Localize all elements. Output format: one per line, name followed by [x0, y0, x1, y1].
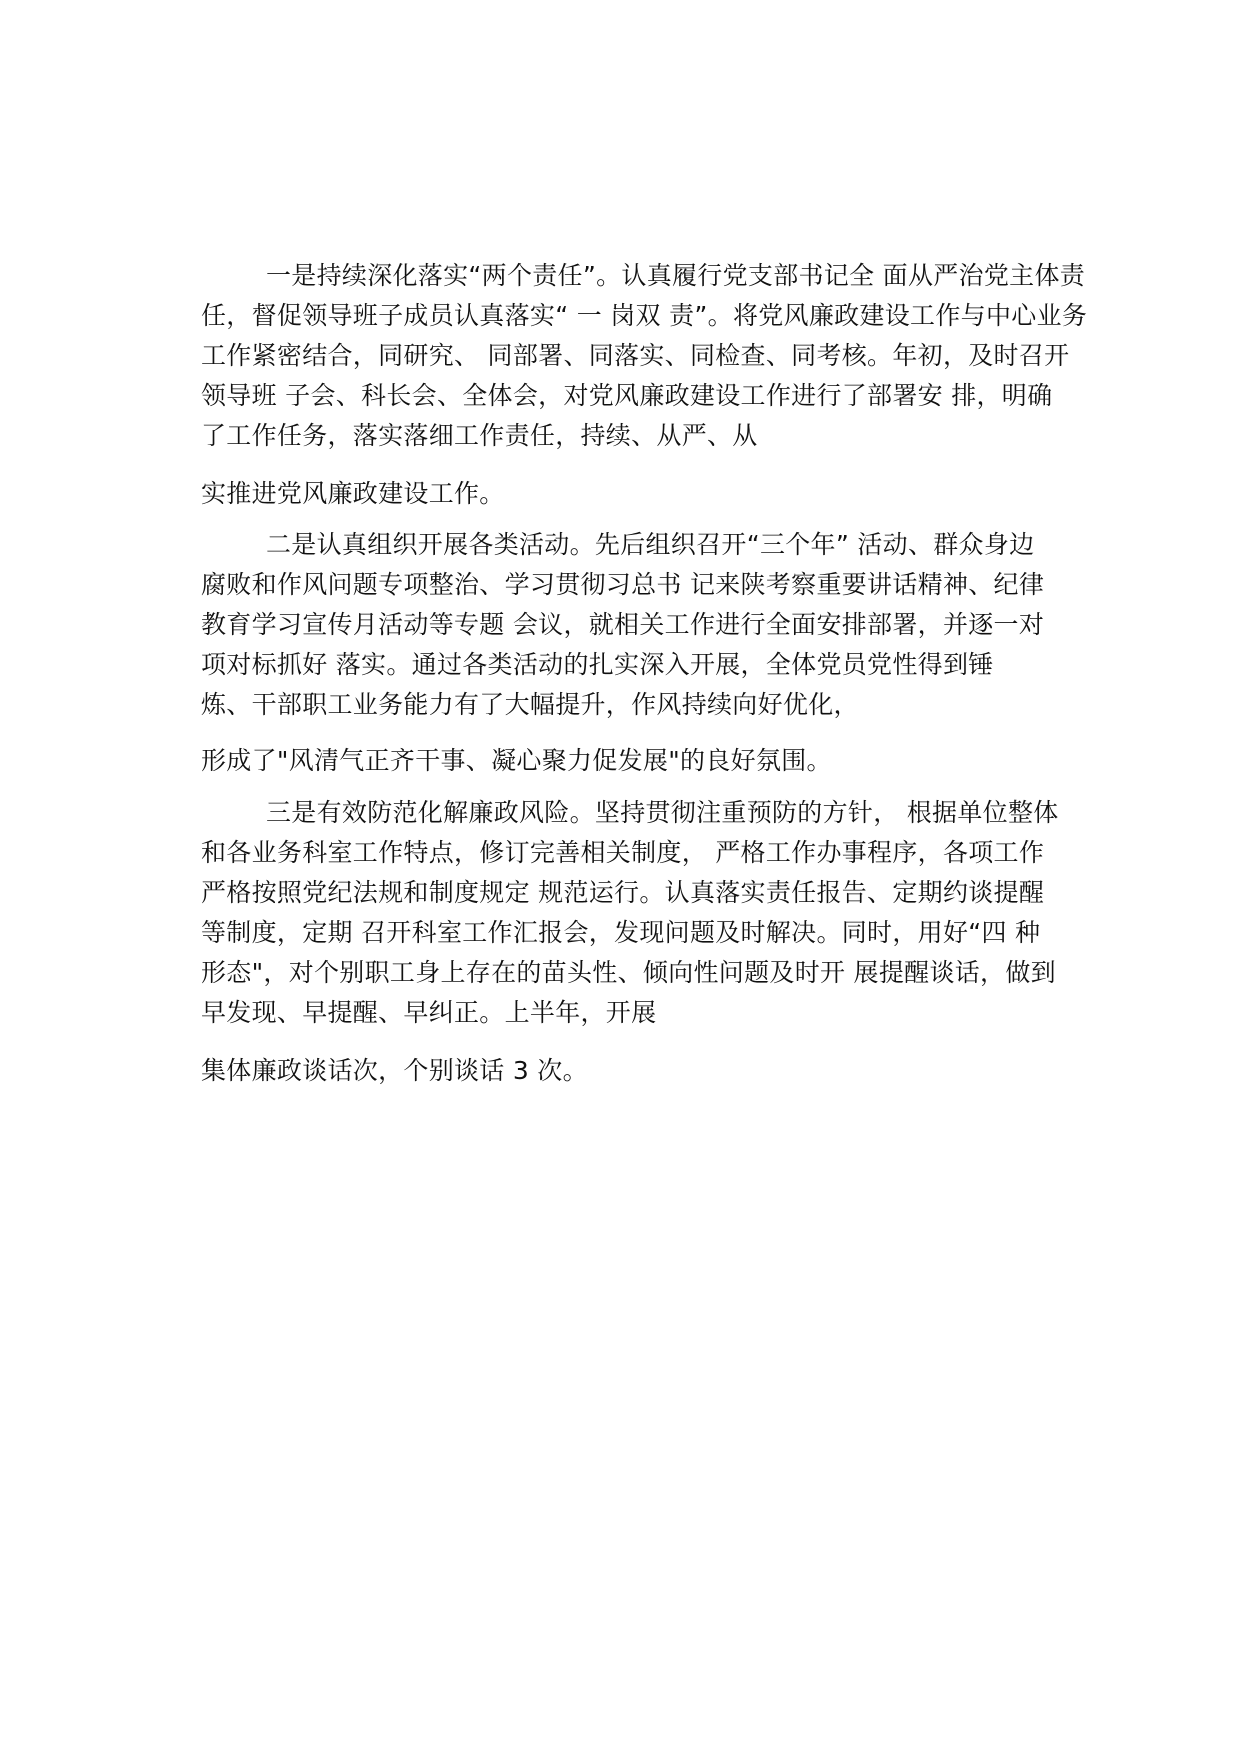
paragraph-3-line-3: 严格按照党纪法规和制度规定 规范运行。认真落实责任报告、定期约谈提醒	[201, 878, 1045, 907]
paragraph-2-line-6: 形成了"风清气正齐干事、凝心聚力促发展"的良好氛围。	[201, 746, 832, 775]
paragraph-2-line-4: 项对标抓好 落实。通过各类活动的扎实深入开展，全体党员党性得到锤	[201, 650, 994, 679]
paragraph-1-line-1: 一是持续深化落实“两个责任”。认真履行党支部书记全 面从严治党主体责	[266, 261, 1086, 290]
paragraph-3-line-1: 三是有效防范化解廉政风险。坚持贯彻注重预防的方针， 根据单位整体	[266, 798, 1059, 827]
paragraph-1-line-2: 任，督促领导班子成员认真落实“ 一 岗双 责”。将党风廉政建设工作与中心业务	[201, 301, 1088, 330]
paragraph-2-line-2: 腐败和作风问题专项整治、学习贯彻习总书 记来陕考察重要讲话精神、纪律	[201, 570, 1045, 599]
paragraph-3-line-7: 集体廉政谈话次，个别谈话 3 次。	[201, 1056, 588, 1085]
paragraph-2-line-5: 炼、干部职工业务能力有了大幅提升，作风持续向好优化，	[201, 690, 859, 719]
paragraph-3-line-4: 等制度，定期 召开科室工作汇报会，发现问题及时解决。同时，用好“四 种	[201, 918, 1041, 947]
paragraph-3-line-2: 和各业务科室工作特点，修订完善相关制度， 严格工作办事程序，各项工作	[201, 838, 1045, 867]
paragraph-2-line-3: 教育学习宣传月活动等专题 会议，就相关工作进行全面安排部署，并逐一对	[201, 610, 1045, 639]
paragraph-1-line-4: 领导班 子会、科长会、全体会，对党风廉政建设工作进行了部署安 排，明确	[201, 381, 1053, 410]
paragraph-1-line-3: 工作紧密结合，同研究、 同部署、同落实、同检查、同考核。年初，及时召开	[201, 341, 1070, 370]
paragraph-3-line-5: 形态"，对个别职工身上存在的苗头性、倾向性问题及时开 展提醒谈话，做到	[201, 958, 1056, 987]
paragraph-1-line-5: 了工作任务，落实落细工作责任，持续、从严、从	[201, 421, 758, 450]
paragraph-2-line-1: 二是认真组织开展各类活动。先后组织召开“三个年” 活动、群众身边	[266, 530, 1035, 559]
paragraph-3-line-6: 早发现、早提醒、早纠正。上半年，开展	[201, 998, 657, 1027]
paragraph-1-line-6: 实推进党风廉政建设工作。	[201, 479, 505, 508]
